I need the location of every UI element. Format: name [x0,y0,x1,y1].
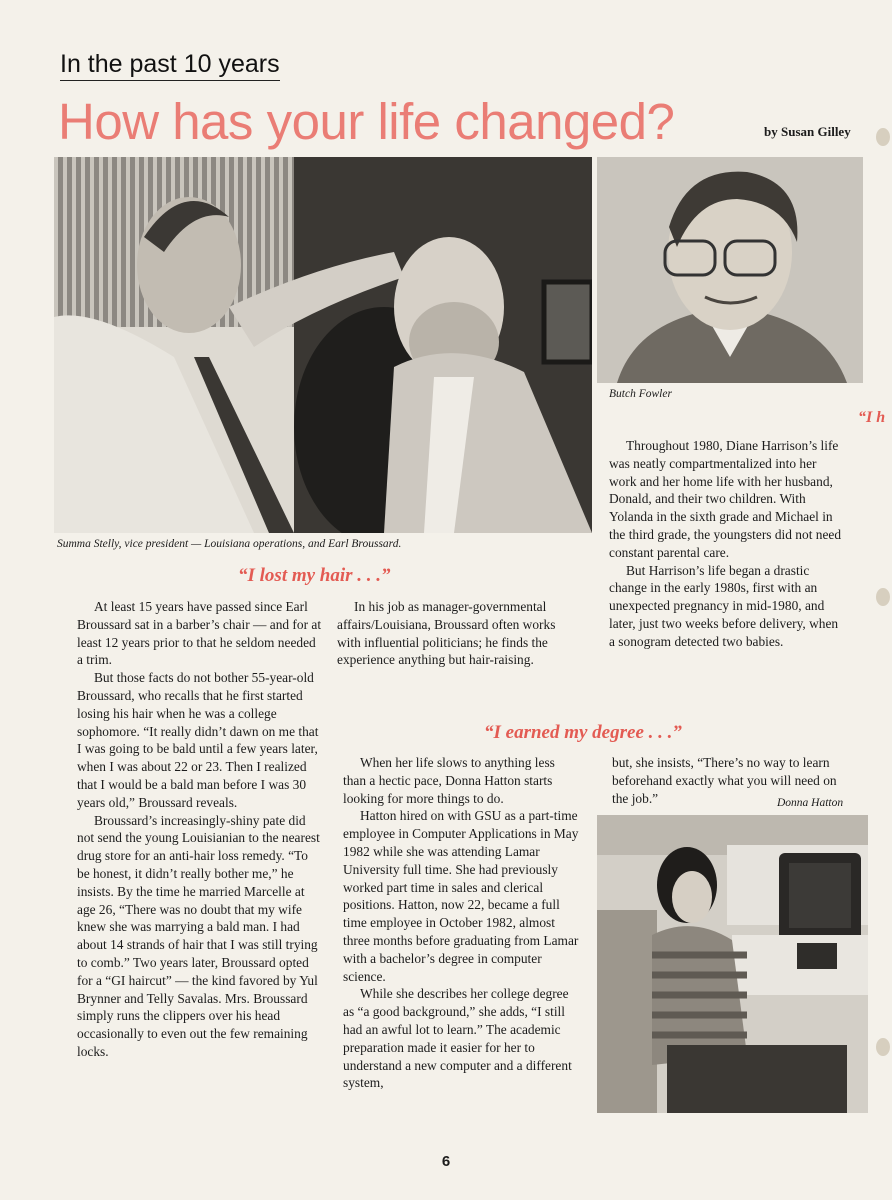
pull-quote-degree: “I earned my degree . . .” [484,722,682,743]
broussard-article-col2 [337,598,577,669]
clipped-pull-quote: “I h [858,409,886,426]
paragraph: At least 15 years have passed since Earl Broussard sat in a barber’s chair — and for at least 12 years prior to that he seldom needed a trim. [77,599,322,668]
paragraph: Throughout 1980, Diane Harrison’s life was neatly compartmentalized into her work and her home life with her husband, Donald, and their two children. With Yolanda in the sixth grade and Michael in the third grade, the youngsters did not need constant parental care. [609,438,842,560]
byline: by Susan Gilley [764,124,851,139]
broussard-photo-caption: Summa Stelly, vice president — Louisiana operations, and Earl Broussard. [57,538,402,550]
page-number: 6 [441,1153,451,1170]
paragraph: Hatton hired on with GSU as a part-time employee in Computer Applications in May 1982 while she was attending Lamar University full time. She had previously worked part time in sales and clerical positions. Hatton, now 22, became a full time employee in October 1982, almost three months before graduating from Lamar with a bachelor’s degree in computer science. [343,808,579,984]
fowler-photo [597,157,863,383]
kicker: In the past 10 years [60,50,280,81]
hatton-photo-caption: Donna Hatton [777,797,844,809]
binder-hole [876,588,890,606]
binder-hole [876,1038,890,1056]
fowler-photo-caption: Butch Fowler [609,388,672,400]
hatton-article-col1 [343,754,580,1092]
paragraph: In his job as manager-governmental affairs/Louisiana, Broussard often works with influential politicians; he finds the experience anything but hair-raising. [337,599,556,668]
binder-hole [876,128,890,146]
paragraph: When her life slows to anything less than a hectic pace, Donna Hatton starts looking for more things to do. [343,755,555,806]
hatton-photo [597,815,868,1113]
paragraph: While she describes her college degree as “a good background,” she adds, “I still had an awful lot to learn.” The academic preparation made it easier for her to understand a new computer and a different system, [343,986,572,1091]
paragraph: Broussard’s increasingly-shiny pate did not send the young Louisianian to the nearest drug store for an anti-hair loss remedy. “To be honest, it didn’t really bother me,” he insists. By the time he married Marcelle at age 26, “There was no doubt that my wife knew she was marrying a bald man. I had about 14 strands of hair that I was still trying to comb.” Two years later, Broussard opted for a “GI haircut” — the kind favored by Yul Brynner and Telly Savalas. Mrs. Broussard simply runs the clippers over his head occasionally to even out the few remaining locks. [77,812,320,1059]
harrison-article [609,437,847,651]
paragraph: But Harrison’s life began a drastic change in the early 1980s, first with an unexpected pregnancy in mid-1980, and later, just two weeks before delivery, when a sonogram detected two babies. [609,562,839,649]
broussard-photo [54,157,592,533]
pull-quote-hair: “I lost my hair . . .” [238,565,391,586]
paragraph: but, she insists, “There’s no way to learn beforehand exactly what you will need on the job.” [612,755,837,806]
page-title: How has your life changed? [58,93,675,150]
paragraph: But those facts do not bother 55-year-old Broussard, who recalls that he first started losing his hair when he was a college sophomore. “It really didn’t dawn on me that I was going to be bald until a few years later, when I was about 22 or 23. Then I realized that I would be a bald man before I was 30 years old,” Broussard reveals. [77,670,319,810]
broussard-article-col1 [77,598,322,1061]
